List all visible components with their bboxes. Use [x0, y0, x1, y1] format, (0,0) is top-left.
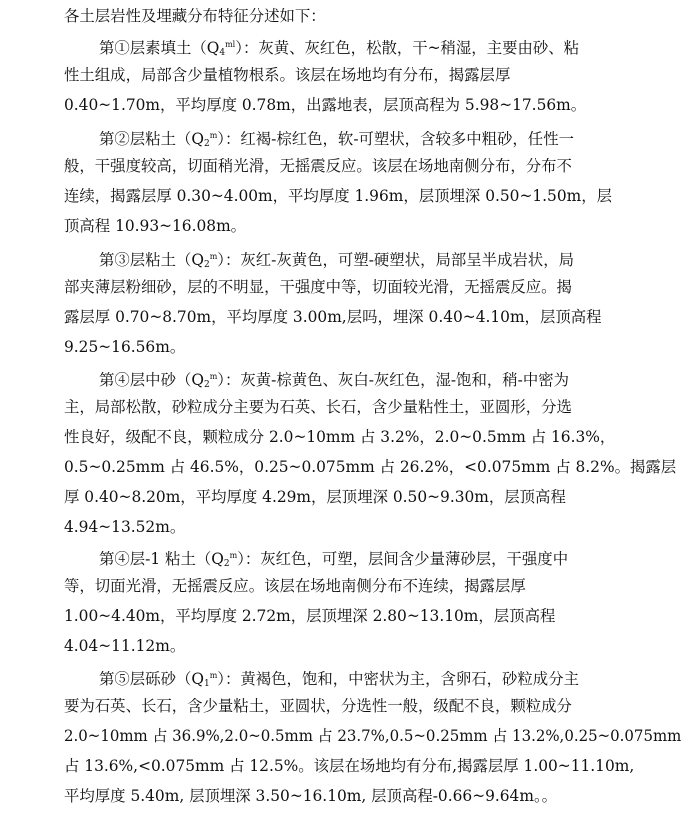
- layer-4-1-line-3: 1.00~4.40m，平均厚度 2.72m，层顶埋深 2.80~13.10m，层顶高程: [64, 607, 556, 625]
- layer-2-line-1: 第②层粘土$(Q_2^m)$：红褐-棕红色，软-可塑状，含较多中粗砂，任性一: [99, 130, 574, 149]
- layer-4-line-3: 性良好，级配不良，颗粒成分 2.0~10mm 占 3.2%，2.0~0.5mm 占 16.3%，: [64, 428, 616, 446]
- layer-3-line-1: 第③层粘土$(Q_2^m)$：灰红-灰黄色，可塑-硬塑状，局部呈半成岩状，局: [99, 251, 574, 270]
- layer-4-1-line-4: 4.04~11.12m。: [64, 637, 186, 655]
- intro-heading: 各土层岩性及埋藏分布特征分述如下：: [64, 7, 326, 25]
- layer-2-line-3: 连续，揭露层厚 0.30~4.00m，平均厚度 1.96m，层顶埋深 0.50~1.50m，层: [64, 187, 613, 205]
- layer-4-line-5: 厚 0.40~8.20m，平均厚度 4.29m，层顶埋深 0.50~9.30m，层顶高程: [64, 488, 566, 506]
- layer-4-line-4: 0.5~0.25mm 占 46.5%，0.25~0.075mm 占 26.2%，<0.075mm 占 8.2%。揭露层: [64, 458, 677, 476]
- layer-4-1-line-2: 等，切面光滑，无摇震反应。该层在场地南侧分布不连续，揭露层厚: [64, 577, 526, 595]
- layer-3-line-4: 9.25~16.56m。: [64, 338, 186, 356]
- layer-5-line-5: 平均厚度 5.40m, 层顶埋深 3.50~16.10m, 层顶高程-0.66~9.64m。。: [64, 787, 558, 805]
- layer-1-line-3: 0.40~1.70m，平均厚度 0.78m，出露地表，层顶高程为 5.98~17.56m。: [64, 96, 587, 114]
- layer-5-line-4: 占 13.6%,<0.075mm 占 12.5%。该层在场地均有分布,揭露层厚 1.00~11.10m,: [64, 757, 635, 775]
- layer-4-line-6: 4.94~13.52m。: [64, 518, 186, 536]
- layer-3-line-3: 露层厚 0.70~8.70m，平均厚度 3.00m,层吗，埋深 0.40~4.10m，层顶高程: [64, 308, 602, 326]
- layer-1-line-2: 性土组成，局部含少量植物根系。该层在场地均有分布，揭露层厚: [64, 66, 511, 84]
- layer-2-line-4: 顶高程 10.93~16.08m。: [64, 217, 247, 235]
- layer-5-line-3: 2.0~10mm 占 36.9%,2.0~0.5mm 占 23.7%,0.5~0.25mm 占 13.2%,0.25~0.075mm: [64, 727, 682, 745]
- layer-4-line-2: 主，局部松散，砂粒成分主要为石英、长石，含少量粘性土，亚圆形，分选: [64, 398, 572, 416]
- layer-2-line-2: 般，干强度较高，切面稍光滑，无摇震反应。该层在场地南侧分布，分布不: [64, 157, 572, 175]
- layer-4-line-1: 第④层中砂$(Q_2^m)$：灰黄-棕黄色、灰白-灰红色，湿-饱和，稍-中密为: [99, 371, 569, 390]
- layer-4-1-line-1: 第④层-1 粘土$(Q_2^m)$：灰红色，可塑，层间含少量薄砂层，干强度中: [99, 550, 569, 569]
- layer-5-line-2: 要为石英、长石，含少量粘土，亚圆状，分选性一般，级配不良，颗粒成分: [64, 697, 572, 715]
- layer-3-line-2: 部夹薄层粉细砂，层的不明显，干强度中等，切面较光滑，无摇震反应。揭: [64, 278, 572, 296]
- layer-1-line-1: 第①层素填土$(Q_4^{ml})$：灰黄、灰红色，松散，干~稍湿，主要由砂、粘: [99, 39, 580, 58]
- layer-5-line-1: 第⑤层砾砂$(Q_1^m)$：黄褐色，饱和，中密状为主，含卵石，砂粒成分主: [99, 670, 579, 689]
